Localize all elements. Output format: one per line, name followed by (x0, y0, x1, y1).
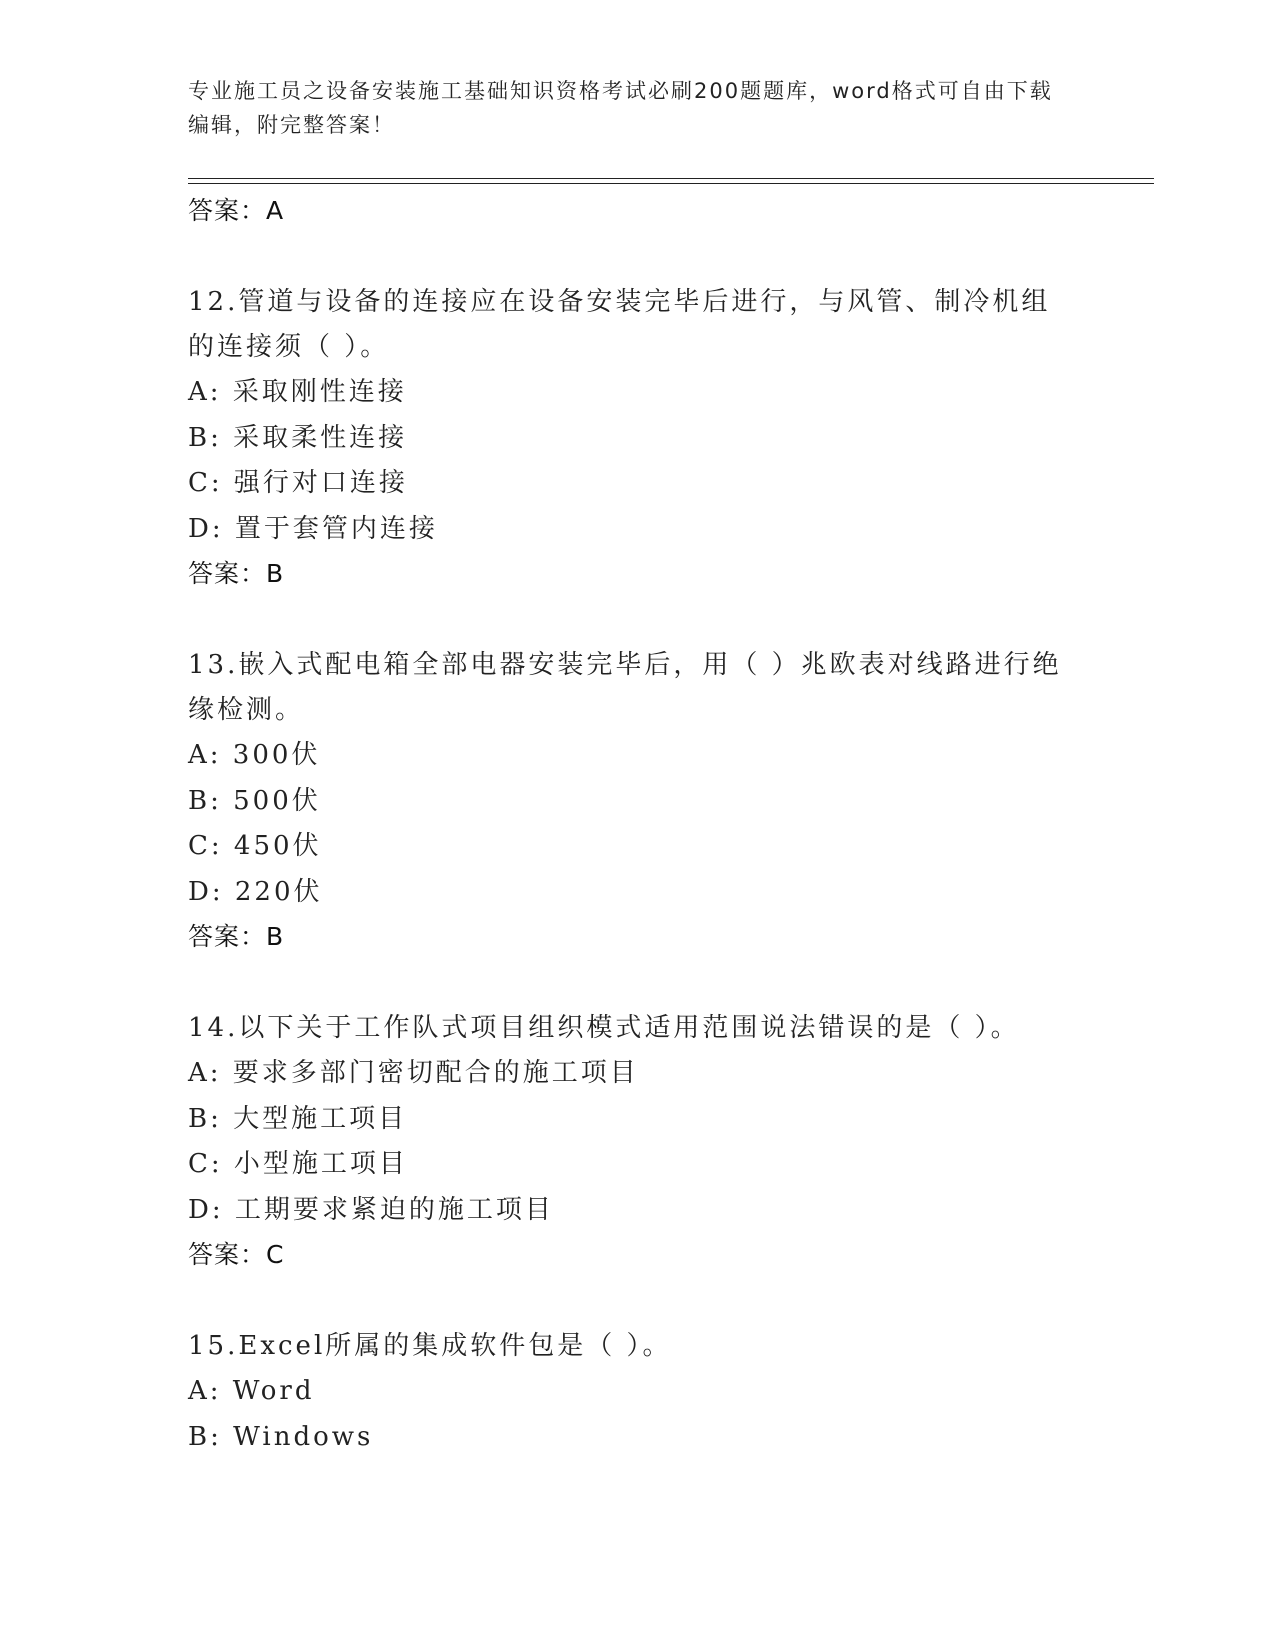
option-a: A: 300伏 (188, 740, 321, 770)
question-item (188, 280, 1088, 596)
question-stem: 13.嵌入式配电箱全部电器安装完毕后，用（ ）兆欧表对线路进行绝缘检测。 (188, 650, 1062, 725)
answer-line: 答案：B (188, 922, 285, 951)
option-c: C: 强行对口连接 (188, 468, 408, 498)
question-item (188, 1006, 1088, 1277)
option-b: B: Windows (188, 1421, 374, 1452)
question-stem: 12.管道与设备的连接应在设备安装完毕后进行，与风管、制冷机组的连接须（ ）。 (188, 287, 1051, 362)
answer-line: 答案：C (188, 1240, 285, 1269)
option-b: B: 500伏 (188, 785, 321, 816)
option-a: A: 要求多部门密切配合的施工项目 (188, 1058, 639, 1088)
header-rule-bottom (188, 183, 1154, 184)
header-rule-top (188, 178, 1154, 179)
question-stem: 14.以下关于工作队式项目组织模式适用范围说法错误的是（ ）。 (188, 1013, 1020, 1043)
option-d: D: 置于套管内连接 (188, 513, 438, 544)
question-stem: 15.Excel所属的集成软件包是（ ）。 (188, 1331, 672, 1361)
option-b: B: 采取柔性连接 (188, 422, 408, 453)
option-d: D: 工期要求紧迫的施工项目 (188, 1194, 554, 1225)
option-a: A: Word (188, 1376, 315, 1406)
option-a: A: 采取刚性连接 (188, 377, 407, 407)
question-item (188, 643, 1088, 959)
option-d: D: 220伏 (188, 876, 323, 907)
answer-line: 答案：B (188, 559, 285, 588)
option-c: C: 450伏 (188, 831, 322, 861)
document-header: 专业施工员之设备安装施工基础知识资格考试必刷200题题库，word格式可自由下载编辑，附完整答案！ (188, 79, 1053, 137)
option-c: C: 小型施工项目 (188, 1149, 408, 1179)
question-list (188, 189, 1088, 1460)
option-b: B: 大型施工项目 (188, 1103, 408, 1134)
question-item (188, 1324, 1088, 1460)
answer-line: 答案：A (188, 196, 285, 225)
